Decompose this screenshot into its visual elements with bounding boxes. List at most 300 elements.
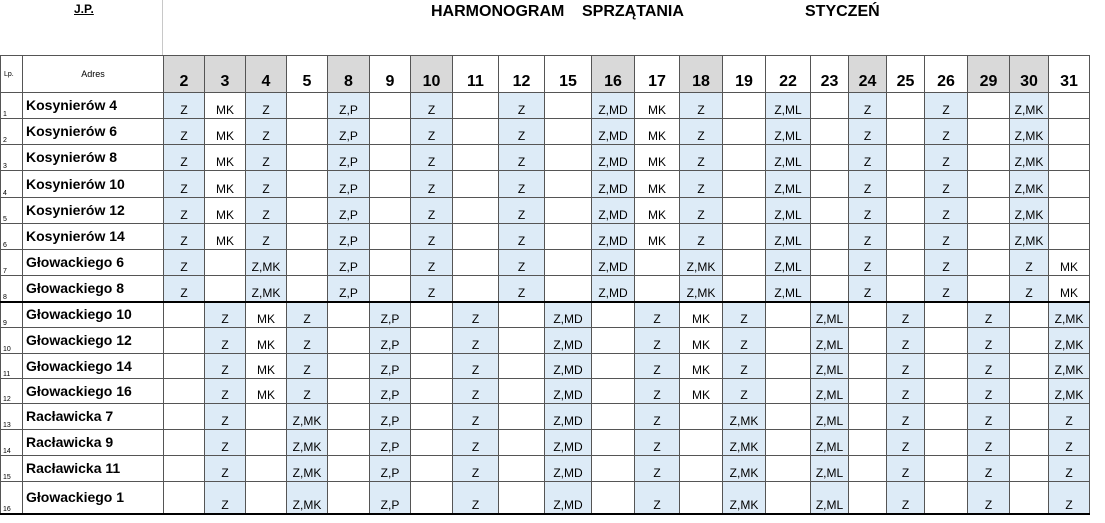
schedule-cell[interactable]: Z <box>411 119 453 145</box>
schedule-cell[interactable]: Z <box>499 224 545 250</box>
schedule-cell[interactable] <box>411 404 453 430</box>
schedule-cell[interactable] <box>328 404 370 430</box>
schedule-cell[interactable]: Z <box>164 224 205 250</box>
schedule-cell[interactable] <box>499 430 545 456</box>
schedule-cell[interactable]: Z <box>411 198 453 224</box>
address-cell[interactable]: Głowackiego 6 <box>23 250 164 276</box>
schedule-cell[interactable]: Z <box>205 379 246 404</box>
schedule-cell[interactable]: Z <box>723 302 766 328</box>
schedule-cell[interactable] <box>453 224 499 250</box>
schedule-cell[interactable] <box>680 404 723 430</box>
schedule-cell[interactable] <box>453 119 499 145</box>
schedule-cell[interactable]: Z <box>453 456 499 482</box>
address-cell[interactable]: Kosynierów 10 <box>23 171 164 198</box>
address-cell[interactable]: Kosynierów 4 <box>23 93 164 119</box>
schedule-cell[interactable] <box>887 119 925 145</box>
schedule-cell[interactable]: Z <box>411 250 453 276</box>
schedule-cell[interactable]: Z <box>968 354 1010 379</box>
schedule-cell[interactable] <box>370 145 411 171</box>
schedule-cell[interactable] <box>499 404 545 430</box>
schedule-cell[interactable]: Z <box>680 198 723 224</box>
schedule-cell[interactable]: Z <box>411 93 453 119</box>
schedule-cell[interactable]: Z,MK <box>723 430 766 456</box>
row-number[interactable]: 6 <box>1 224 23 250</box>
schedule-cell[interactable]: Z <box>968 404 1010 430</box>
schedule-cell[interactable]: Z <box>968 302 1010 328</box>
schedule-cell[interactable]: Z,P <box>328 198 370 224</box>
schedule-cell[interactable] <box>499 302 545 328</box>
schedule-cell[interactable]: Z <box>499 119 545 145</box>
day-header-15[interactable]: 15 <box>545 56 592 93</box>
schedule-cell[interactable]: Z <box>499 198 545 224</box>
schedule-cell[interactable]: Z <box>453 328 499 354</box>
schedule-cell[interactable] <box>968 93 1010 119</box>
schedule-cell[interactable]: MK <box>205 93 246 119</box>
schedule-cell[interactable]: Z <box>164 198 205 224</box>
schedule-cell[interactable] <box>370 276 411 302</box>
schedule-cell[interactable]: MK <box>246 302 287 328</box>
schedule-cell[interactable] <box>1010 404 1049 430</box>
schedule-cell[interactable] <box>164 302 205 328</box>
schedule-cell[interactable]: Z <box>680 224 723 250</box>
schedule-cell[interactable]: Z,ML <box>766 250 811 276</box>
schedule-cell[interactable]: Z,MD <box>545 354 592 379</box>
schedule-cell[interactable]: Z <box>287 354 328 379</box>
schedule-cell[interactable]: Z <box>499 250 545 276</box>
schedule-cell[interactable] <box>968 145 1010 171</box>
schedule-cell[interactable]: Z <box>411 276 453 302</box>
schedule-cell[interactable]: Z <box>887 302 925 328</box>
schedule-cell[interactable]: MK <box>246 328 287 354</box>
schedule-cell[interactable] <box>592 430 635 456</box>
schedule-cell[interactable]: Z,MD <box>545 456 592 482</box>
schedule-cell[interactable] <box>680 456 723 482</box>
schedule-cell[interactable]: MK <box>205 119 246 145</box>
schedule-cell[interactable] <box>887 276 925 302</box>
schedule-cell[interactable] <box>811 224 849 250</box>
schedule-cell[interactable]: Z <box>1010 276 1049 302</box>
schedule-cell[interactable]: Z,P <box>370 354 411 379</box>
schedule-cell[interactable]: Z <box>968 379 1010 404</box>
schedule-cell[interactable] <box>1049 224 1090 250</box>
schedule-cell[interactable]: Z <box>1049 482 1090 514</box>
schedule-cell[interactable] <box>723 119 766 145</box>
schedule-cell[interactable]: Z <box>849 145 887 171</box>
schedule-cell[interactable]: Z <box>968 456 1010 482</box>
schedule-cell[interactable] <box>287 198 328 224</box>
schedule-cell[interactable] <box>592 379 635 404</box>
day-header-29[interactable]: 29 <box>968 56 1010 93</box>
schedule-cell[interactable] <box>592 456 635 482</box>
schedule-cell[interactable]: Z,MK <box>1049 379 1090 404</box>
schedule-cell[interactable] <box>287 250 328 276</box>
schedule-cell[interactable] <box>887 171 925 198</box>
schedule-cell[interactable]: Z,ML <box>766 198 811 224</box>
schedule-cell[interactable]: Z <box>887 430 925 456</box>
schedule-cell[interactable] <box>1010 302 1049 328</box>
schedule-cell[interactable] <box>811 93 849 119</box>
schedule-cell[interactable]: MK <box>205 145 246 171</box>
schedule-cell[interactable]: Z <box>164 171 205 198</box>
schedule-cell[interactable] <box>925 482 968 514</box>
schedule-cell[interactable]: Z <box>1049 404 1090 430</box>
schedule-cell[interactable]: Z <box>205 404 246 430</box>
row-number[interactable]: 1 <box>1 93 23 119</box>
schedule-cell[interactable]: Z,MK <box>680 250 723 276</box>
schedule-cell[interactable]: Z,MK <box>1010 119 1049 145</box>
schedule-cell[interactable] <box>453 93 499 119</box>
schedule-cell[interactable] <box>968 198 1010 224</box>
schedule-cell[interactable]: Z <box>925 119 968 145</box>
schedule-cell[interactable]: Z <box>246 171 287 198</box>
schedule-cell[interactable]: Z <box>680 119 723 145</box>
schedule-cell[interactable]: MK <box>635 119 680 145</box>
schedule-cell[interactable] <box>411 302 453 328</box>
schedule-cell[interactable]: Z <box>164 119 205 145</box>
schedule-cell[interactable]: Z,MK <box>680 276 723 302</box>
schedule-cell[interactable]: MK <box>635 198 680 224</box>
schedule-cell[interactable]: Z <box>411 145 453 171</box>
schedule-cell[interactable]: Z <box>887 404 925 430</box>
schedule-cell[interactable]: Z,MK <box>1049 328 1090 354</box>
schedule-cell[interactable]: Z <box>849 250 887 276</box>
schedule-cell[interactable] <box>849 404 887 430</box>
schedule-cell[interactable] <box>411 482 453 514</box>
schedule-cell[interactable]: Z <box>164 250 205 276</box>
address-cell[interactable]: Głowackiego 8 <box>23 276 164 302</box>
schedule-cell[interactable]: Z <box>453 354 499 379</box>
schedule-cell[interactable]: Z <box>246 224 287 250</box>
schedule-cell[interactable]: Z <box>723 379 766 404</box>
schedule-cell[interactable] <box>680 430 723 456</box>
schedule-cell[interactable] <box>766 302 811 328</box>
schedule-cell[interactable]: Z,ML <box>766 145 811 171</box>
schedule-cell[interactable] <box>849 482 887 514</box>
schedule-cell[interactable]: Z,P <box>370 482 411 514</box>
schedule-cell[interactable]: Z,ML <box>811 328 849 354</box>
schedule-cell[interactable] <box>287 224 328 250</box>
schedule-cell[interactable]: Z,ML <box>811 404 849 430</box>
schedule-cell[interactable]: MK <box>205 198 246 224</box>
schedule-cell[interactable] <box>811 198 849 224</box>
day-header-23[interactable]: 23 <box>811 56 849 93</box>
schedule-cell[interactable]: Z <box>164 93 205 119</box>
schedule-cell[interactable] <box>499 328 545 354</box>
schedule-cell[interactable]: Z,ML <box>766 276 811 302</box>
address-cell[interactable]: Kosynierów 6 <box>23 119 164 145</box>
schedule-cell[interactable]: Z <box>246 119 287 145</box>
schedule-cell[interactable]: Z,MD <box>592 119 635 145</box>
schedule-cell[interactable]: Z <box>499 276 545 302</box>
schedule-cell[interactable]: Z <box>246 198 287 224</box>
schedule-cell[interactable] <box>499 354 545 379</box>
schedule-cell[interactable] <box>849 430 887 456</box>
schedule-cell[interactable]: Z,P <box>328 145 370 171</box>
address-cell[interactable]: Głowackiego 1 <box>23 482 164 514</box>
schedule-cell[interactable]: Z,ML <box>766 119 811 145</box>
schedule-cell[interactable] <box>328 328 370 354</box>
row-number[interactable]: 16 <box>1 482 23 514</box>
day-header-12[interactable]: 12 <box>499 56 545 93</box>
address-cell[interactable]: Racławicka 9 <box>23 430 164 456</box>
schedule-cell[interactable] <box>811 171 849 198</box>
schedule-cell[interactable]: Z <box>205 482 246 514</box>
row-number[interactable]: 10 <box>1 328 23 354</box>
schedule-cell[interactable] <box>925 404 968 430</box>
schedule-cell[interactable]: Z <box>453 302 499 328</box>
schedule-cell[interactable]: Z,MD <box>592 250 635 276</box>
schedule-cell[interactable] <box>370 250 411 276</box>
schedule-cell[interactable]: Z,MK <box>1010 171 1049 198</box>
day-header-16[interactable]: 16 <box>592 56 635 93</box>
schedule-cell[interactable]: Z,MK <box>1049 302 1090 328</box>
day-header-19[interactable]: 19 <box>723 56 766 93</box>
schedule-cell[interactable]: Z,MK <box>1010 198 1049 224</box>
schedule-cell[interactable]: Z <box>499 171 545 198</box>
schedule-cell[interactable] <box>545 198 592 224</box>
schedule-cell[interactable]: Z <box>1049 430 1090 456</box>
schedule-cell[interactable]: Z,ML <box>811 379 849 404</box>
schedule-cell[interactable]: Z,MK <box>287 430 328 456</box>
schedule-cell[interactable] <box>545 224 592 250</box>
schedule-cell[interactable] <box>1049 93 1090 119</box>
schedule-cell[interactable]: Z,MK <box>287 456 328 482</box>
schedule-cell[interactable] <box>545 119 592 145</box>
schedule-cell[interactable] <box>1049 119 1090 145</box>
schedule-cell[interactable] <box>1010 456 1049 482</box>
schedule-cell[interactable]: Z <box>635 379 680 404</box>
schedule-cell[interactable]: Z <box>849 171 887 198</box>
schedule-cell[interactable]: MK <box>680 354 723 379</box>
schedule-cell[interactable]: Z,MD <box>592 276 635 302</box>
schedule-cell[interactable]: Z <box>887 379 925 404</box>
schedule-cell[interactable]: Z <box>925 93 968 119</box>
schedule-cell[interactable]: Z <box>925 276 968 302</box>
schedule-cell[interactable]: Z <box>849 93 887 119</box>
schedule-cell[interactable] <box>887 198 925 224</box>
schedule-cell[interactable] <box>1049 145 1090 171</box>
lp-header[interactable]: Lp. <box>1 56 23 93</box>
schedule-cell[interactable] <box>164 328 205 354</box>
schedule-cell[interactable] <box>164 430 205 456</box>
schedule-cell[interactable]: Z <box>205 354 246 379</box>
schedule-cell[interactable] <box>849 456 887 482</box>
schedule-cell[interactable]: Z <box>246 145 287 171</box>
schedule-cell[interactable]: Z,MK <box>723 404 766 430</box>
schedule-cell[interactable] <box>766 354 811 379</box>
schedule-cell[interactable] <box>811 276 849 302</box>
schedule-cell[interactable]: MK <box>1049 250 1090 276</box>
address-cell[interactable]: Głowackiego 12 <box>23 328 164 354</box>
row-number[interactable]: 15 <box>1 456 23 482</box>
schedule-cell[interactable] <box>370 119 411 145</box>
schedule-cell[interactable] <box>723 145 766 171</box>
address-cell[interactable]: Racławicka 7 <box>23 404 164 430</box>
schedule-cell[interactable] <box>328 430 370 456</box>
schedule-cell[interactable]: Z <box>887 328 925 354</box>
schedule-cell[interactable]: Z <box>887 354 925 379</box>
day-header-22[interactable]: 22 <box>766 56 811 93</box>
schedule-cell[interactable] <box>887 145 925 171</box>
schedule-cell[interactable]: Z <box>635 302 680 328</box>
schedule-cell[interactable]: MK <box>205 171 246 198</box>
schedule-cell[interactable]: Z,P <box>328 93 370 119</box>
schedule-cell[interactable] <box>811 119 849 145</box>
schedule-cell[interactable] <box>925 302 968 328</box>
schedule-cell[interactable]: Z <box>887 456 925 482</box>
schedule-cell[interactable] <box>766 379 811 404</box>
schedule-cell[interactable]: Z,P <box>370 379 411 404</box>
schedule-cell[interactable]: Z,ML <box>811 430 849 456</box>
schedule-cell[interactable]: Z <box>453 482 499 514</box>
schedule-cell[interactable]: Z <box>453 404 499 430</box>
schedule-cell[interactable]: Z <box>635 430 680 456</box>
schedule-cell[interactable]: Z,MD <box>592 145 635 171</box>
schedule-cell[interactable]: Z <box>164 145 205 171</box>
schedule-cell[interactable] <box>499 482 545 514</box>
address-cell[interactable]: Głowackiego 16 <box>23 379 164 404</box>
schedule-cell[interactable] <box>1010 328 1049 354</box>
schedule-cell[interactable] <box>925 456 968 482</box>
schedule-cell[interactable]: Z,MK <box>723 456 766 482</box>
schedule-cell[interactable] <box>287 276 328 302</box>
row-number[interactable]: 12 <box>1 379 23 404</box>
schedule-cell[interactable]: Z <box>723 328 766 354</box>
schedule-cell[interactable] <box>246 482 287 514</box>
schedule-cell[interactable]: Z <box>287 302 328 328</box>
schedule-cell[interactable] <box>370 198 411 224</box>
day-header-17[interactable]: 17 <box>635 56 680 93</box>
schedule-cell[interactable]: Z,MD <box>592 93 635 119</box>
schedule-cell[interactable]: Z <box>1010 250 1049 276</box>
row-number[interactable]: 4 <box>1 171 23 198</box>
schedule-cell[interactable]: Z,MD <box>545 379 592 404</box>
schedule-cell[interactable]: Z,ML <box>811 482 849 514</box>
schedule-cell[interactable] <box>164 379 205 404</box>
schedule-cell[interactable]: Z,P <box>328 276 370 302</box>
schedule-cell[interactable] <box>328 456 370 482</box>
schedule-cell[interactable]: MK <box>680 302 723 328</box>
schedule-cell[interactable]: Z <box>287 328 328 354</box>
schedule-cell[interactable] <box>968 250 1010 276</box>
schedule-cell[interactable]: Z <box>499 93 545 119</box>
schedule-cell[interactable]: Z,P <box>370 456 411 482</box>
schedule-cell[interactable] <box>499 379 545 404</box>
schedule-cell[interactable] <box>766 430 811 456</box>
schedule-cell[interactable] <box>246 430 287 456</box>
schedule-cell[interactable]: MK <box>635 145 680 171</box>
schedule-cell[interactable] <box>545 250 592 276</box>
schedule-cell[interactable] <box>592 302 635 328</box>
schedule-cell[interactable] <box>370 93 411 119</box>
schedule-cell[interactable] <box>592 482 635 514</box>
schedule-cell[interactable]: Z <box>205 328 246 354</box>
day-header-25[interactable]: 25 <box>887 56 925 93</box>
schedule-cell[interactable] <box>545 145 592 171</box>
row-number[interactable]: 3 <box>1 145 23 171</box>
address-header[interactable]: Adres <box>23 56 164 93</box>
schedule-cell[interactable] <box>968 171 1010 198</box>
day-header-9[interactable]: 9 <box>370 56 411 93</box>
schedule-cell[interactable] <box>1049 171 1090 198</box>
day-header-24[interactable]: 24 <box>849 56 887 93</box>
schedule-cell[interactable] <box>411 328 453 354</box>
schedule-cell[interactable] <box>370 224 411 250</box>
schedule-cell[interactable] <box>887 250 925 276</box>
schedule-cell[interactable] <box>635 276 680 302</box>
schedule-cell[interactable] <box>811 145 849 171</box>
schedule-cell[interactable] <box>453 198 499 224</box>
address-cell[interactable]: Kosynierów 12 <box>23 198 164 224</box>
schedule-cell[interactable] <box>925 430 968 456</box>
row-number[interactable]: 13 <box>1 404 23 430</box>
schedule-cell[interactable] <box>723 198 766 224</box>
schedule-cell[interactable]: Z,MK <box>1010 93 1049 119</box>
schedule-cell[interactable] <box>680 482 723 514</box>
schedule-cell[interactable]: Z,MD <box>545 430 592 456</box>
schedule-cell[interactable]: Z,ML <box>766 171 811 198</box>
schedule-cell[interactable] <box>328 379 370 404</box>
schedule-cell[interactable]: Z <box>849 119 887 145</box>
schedule-cell[interactable] <box>592 328 635 354</box>
address-cell[interactable]: Głowackiego 14 <box>23 354 164 379</box>
schedule-cell[interactable]: Z,MD <box>545 302 592 328</box>
schedule-cell[interactable]: Z,P <box>370 404 411 430</box>
schedule-cell[interactable] <box>545 171 592 198</box>
schedule-cell[interactable]: Z,MD <box>592 198 635 224</box>
schedule-cell[interactable]: MK <box>635 224 680 250</box>
schedule-cell[interactable]: Z <box>635 456 680 482</box>
schedule-cell[interactable]: Z <box>968 482 1010 514</box>
row-number[interactable]: 8 <box>1 276 23 302</box>
schedule-cell[interactable]: Z,MK <box>246 250 287 276</box>
schedule-cell[interactable] <box>925 379 968 404</box>
schedule-cell[interactable]: Z <box>635 482 680 514</box>
schedule-cell[interactable]: Z,P <box>328 250 370 276</box>
schedule-cell[interactable]: MK <box>680 328 723 354</box>
schedule-cell[interactable]: Z,P <box>328 224 370 250</box>
schedule-cell[interactable]: Z <box>164 276 205 302</box>
schedule-cell[interactable] <box>811 250 849 276</box>
schedule-cell[interactable] <box>545 276 592 302</box>
schedule-cell[interactable]: Z <box>205 456 246 482</box>
schedule-cell[interactable] <box>849 354 887 379</box>
schedule-cell[interactable] <box>887 93 925 119</box>
day-header-5[interactable]: 5 <box>287 56 328 93</box>
schedule-cell[interactable]: Z <box>680 171 723 198</box>
day-header-11[interactable]: 11 <box>453 56 499 93</box>
day-header-26[interactable]: 26 <box>925 56 968 93</box>
schedule-cell[interactable] <box>499 456 545 482</box>
schedule-cell[interactable]: Z <box>453 379 499 404</box>
schedule-cell[interactable] <box>723 171 766 198</box>
schedule-cell[interactable] <box>411 456 453 482</box>
schedule-cell[interactable]: Z <box>635 354 680 379</box>
schedule-cell[interactable] <box>968 276 1010 302</box>
schedule-cell[interactable] <box>925 354 968 379</box>
schedule-cell[interactable]: Z <box>925 250 968 276</box>
schedule-cell[interactable] <box>287 171 328 198</box>
schedule-cell[interactable] <box>1010 482 1049 514</box>
schedule-cell[interactable]: MK <box>680 379 723 404</box>
schedule-cell[interactable]: Z <box>925 198 968 224</box>
day-header-30[interactable]: 30 <box>1010 56 1049 93</box>
row-number[interactable]: 2 <box>1 119 23 145</box>
schedule-cell[interactable]: Z <box>205 302 246 328</box>
schedule-cell[interactable]: Z <box>453 430 499 456</box>
schedule-cell[interactable]: Z,MD <box>545 328 592 354</box>
schedule-cell[interactable] <box>411 379 453 404</box>
